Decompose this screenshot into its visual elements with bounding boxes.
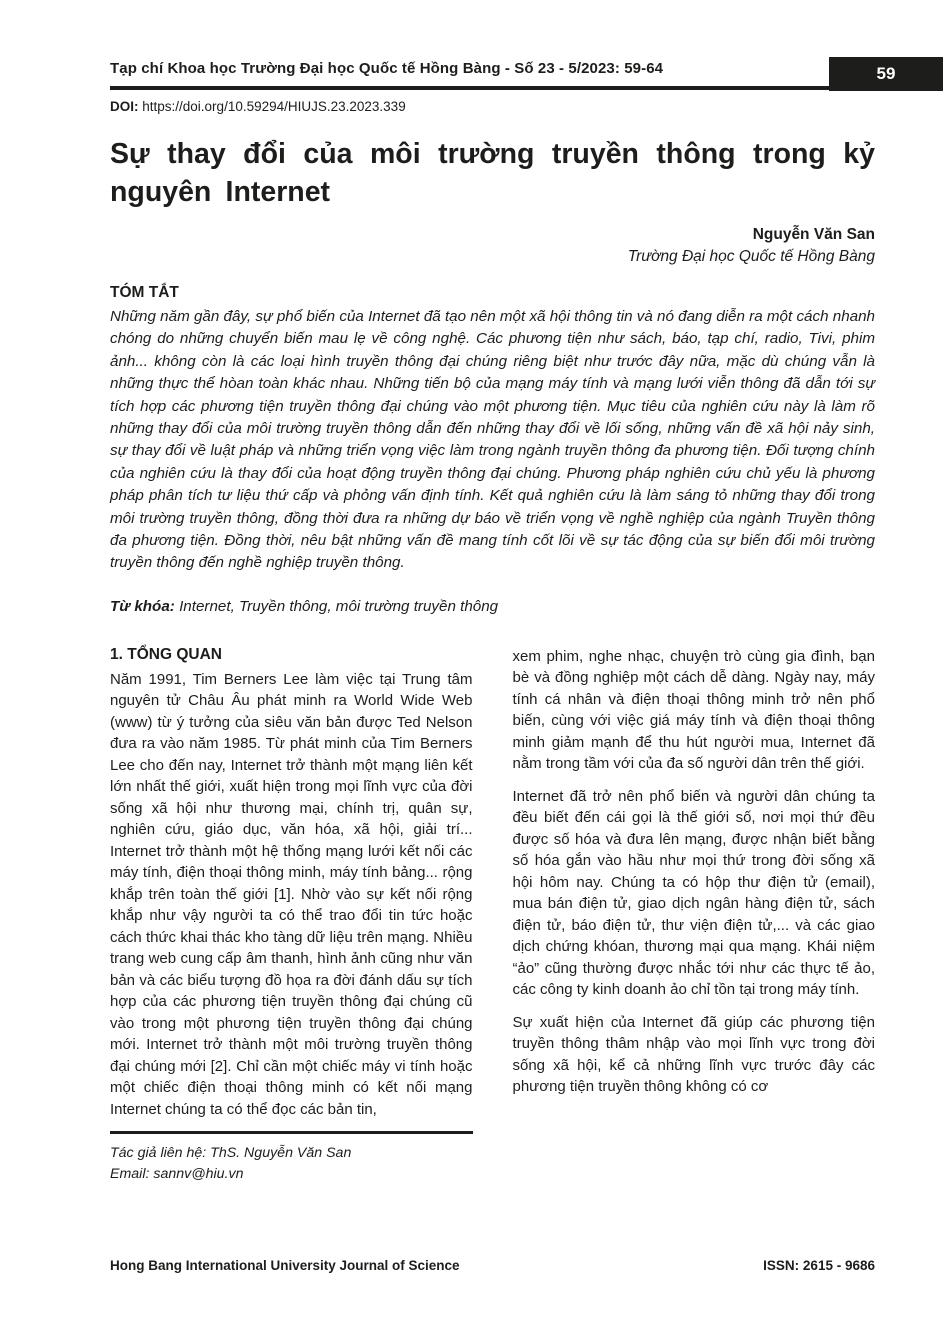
right-column-paragraph: xem phim, nghe nhạc, chuyện trò cùng gia đình, bạn bè và đồng nghiệp một cách dễ dàng. Ngày nay, máy tính cá nhân và điện thoại thông minh trở nên phổ biến, cùng với việc giá máy tính và điện thoại thông minh giảm mạnh để thu hút người mua, Internet đã nằm trong tầm với của đa số người dân trên thế giới. [512,647,875,773]
header-divider [110,86,943,90]
doi-line [110,99,875,114]
author-affiliation: Trường Đại học Quốc tế Hồng Bàng [627,248,875,265]
journal-header [110,0,875,77]
article-title: Sự thay đổi của môi trường truyền thông trong kỷ nguyên Internet [110,138,875,208]
footer-journal-name: Hong Bang International University Journal of Science [110,1258,460,1273]
left-column [110,646,473,1185]
abstract-text: Những năm gần đây, sự phổ biến của Internet đã tạo nên một xã hội thông tin và nó đang diễn ra một cách nhanh chóng do những chuyển biến mau lẹ về công nghệ. Các phương tiện như sách, báo, tạp chí, radio, Tivi, phim ảnh... không còn là các loại hình truyền thông đại chúng riêng biệt như trước đây nữa, mặc dù chúng vẫn là những thực thể hòan toàn khác nhau. Những tiến bộ của mạng máy tính và mạng lưới viễn thông đã dẫn tới sự tích hợp các phương tiện truyền thông đại chúng vào một phương tiện. Mục tiêu của nghiên cứu này là làm rõ những thay đổi của môi trường truyền thông dẫn đến những thay đổi về lối sống, những vấn đề xã hội nảy sinh, sự thay đổi về luật pháp và những triển vọng việc làm trong ngành truyền thông đa phương tiện. Đối tượng chính của nghiên cứu là thay đổi của hoạt động truyền thông đại chúng. Phương pháp nghiên cứu chủ yếu là phương pháp phân tích tư liệu thứ cấp và phỏng vấn định tính. Kết quả nghiên cứu là làm sáng tỏ những thay đổi trong môi trường truyền thông, đồng thời đưa ra những dự báo về triển vọng về nghề nghiệp của ngành Truyền thông đa phương tiện. Đồng thời, nêu bật những vấn đề mang tính cốt lõi về sự tác động của sự biến đổi môi trường truyền thông đến nghề nghiệp truyền thông. [110,308,875,572]
keywords-label: Từ khóa: [110,597,175,615]
page-footer [110,1258,875,1273]
keywords-text: Internet, Truyền thông, môi trường truyền thông [174,597,499,615]
page-number: 59 [876,64,896,83]
right-column-paragraph: Sự xuất hiện của Internet đã giúp các phương tiện truyền thông thâm nhập vào mọi lĩnh vực trong đời sống xã hội, kể cả những lĩnh vực trước đây các phương tiện truyền thông không có cơ [512,1013,875,1096]
abstract-heading: TÓM TẮT [110,284,179,301]
corresponding-email: Email: sannv@hiu.vn [110,1165,244,1182]
keywords-line [110,598,875,615]
page-content [110,0,875,1185]
body-columns [110,646,875,1185]
footer-issn: ISSN: 2615 - 9686 [763,1258,875,1273]
footnote-divider [110,1131,473,1134]
left-column-paragraph: Năm 1991, Tim Berners Lee làm việc tại Trung tâm nguyên tử Châu Âu phát minh ra World Wide Web (www) từ ý tưởng của siêu văn bản được Ted Nelson đưa ra vào năm 1985. Từ phát minh của Tim Berners Lee cho đến nay, Internet trở thành một mạng liên kết lớn nhất thế giới, xuất hiện trong mọi lĩnh vực của đời sống xã hội như thương mại, chính trị, quân sự, nghiên cứu, giáo dục, văn hóa, xã hội, giải trí... Internet trở thành một hệ thống mạng lưới kết nối các máy tính, điện thoại thông minh, máy tính bảng... rộng khắp trên toàn thế giới [1]. Nhờ vào sự kết nối rộng khắp như vậy người ta có thể trao đổi tin tức hoặc cách thức khai thác kho tàng dữ liệu trên mạng. Nhiều trang web cung cấp âm thanh, hình ảnh cũng như văn bản và các biểu tượng đồ họa ra đời đánh dấu sự tích hợp của các phương tiện truyền thông đại chúng cũ vào trong một phương tiện truyền thông đại chúng mới. Internet trở thành một môi trường truyền thông đại chúng mới [2]. Chỉ cần một chiếc máy vi tính hoặc một chiếc điện thoại thông minh có kết nối mạng Internet chúng ta có thể đọc các bản tin, [110,670,473,1118]
journal-header-text: Tạp chí Khoa học Trường Đại học Quốc tế Hồng Bàng - Số 23 - 5/2023: 59-64 [110,60,664,77]
corresponding-author: Tác giả liên hệ: ThS. Nguyễn Văn San [110,1144,352,1161]
right-column-paragraph: Internet đã trở nên phổ biến và người dân chúng ta đều biết đến cái gọi là thế giới số, nơi mọi thứ đều được số hóa và đưa lên mạng, được nhận biết bằng số hóa gắn vào hầu như mọi thứ trong đời sống xã hội hôm nay. Chúng ta có hộp thư điện tử (email), mua bán điện tử, giao dịch ngân hàng điện tử, sách điện tử, báo điện tử, thư viện điện tử,... và các giao dịch chứng khóan, thương mại qua mạng. Khái niệm “ảo” cũng thường được nhắc tới như các thực tế ảo, các công ty kinh doanh ảo chỉ tồn tại trong máy tính. [512,787,875,999]
correspondence-footnote [110,1131,473,1185]
doi-label: DOI: [110,99,139,114]
doi-url: https://doi.org/10.59294/HIUJS.23.2023.339 [142,99,406,114]
right-column [513,646,876,1185]
section-1-heading: 1. TỔNG QUAN [110,645,222,663]
author-name: Nguyễn Văn San [752,226,875,243]
